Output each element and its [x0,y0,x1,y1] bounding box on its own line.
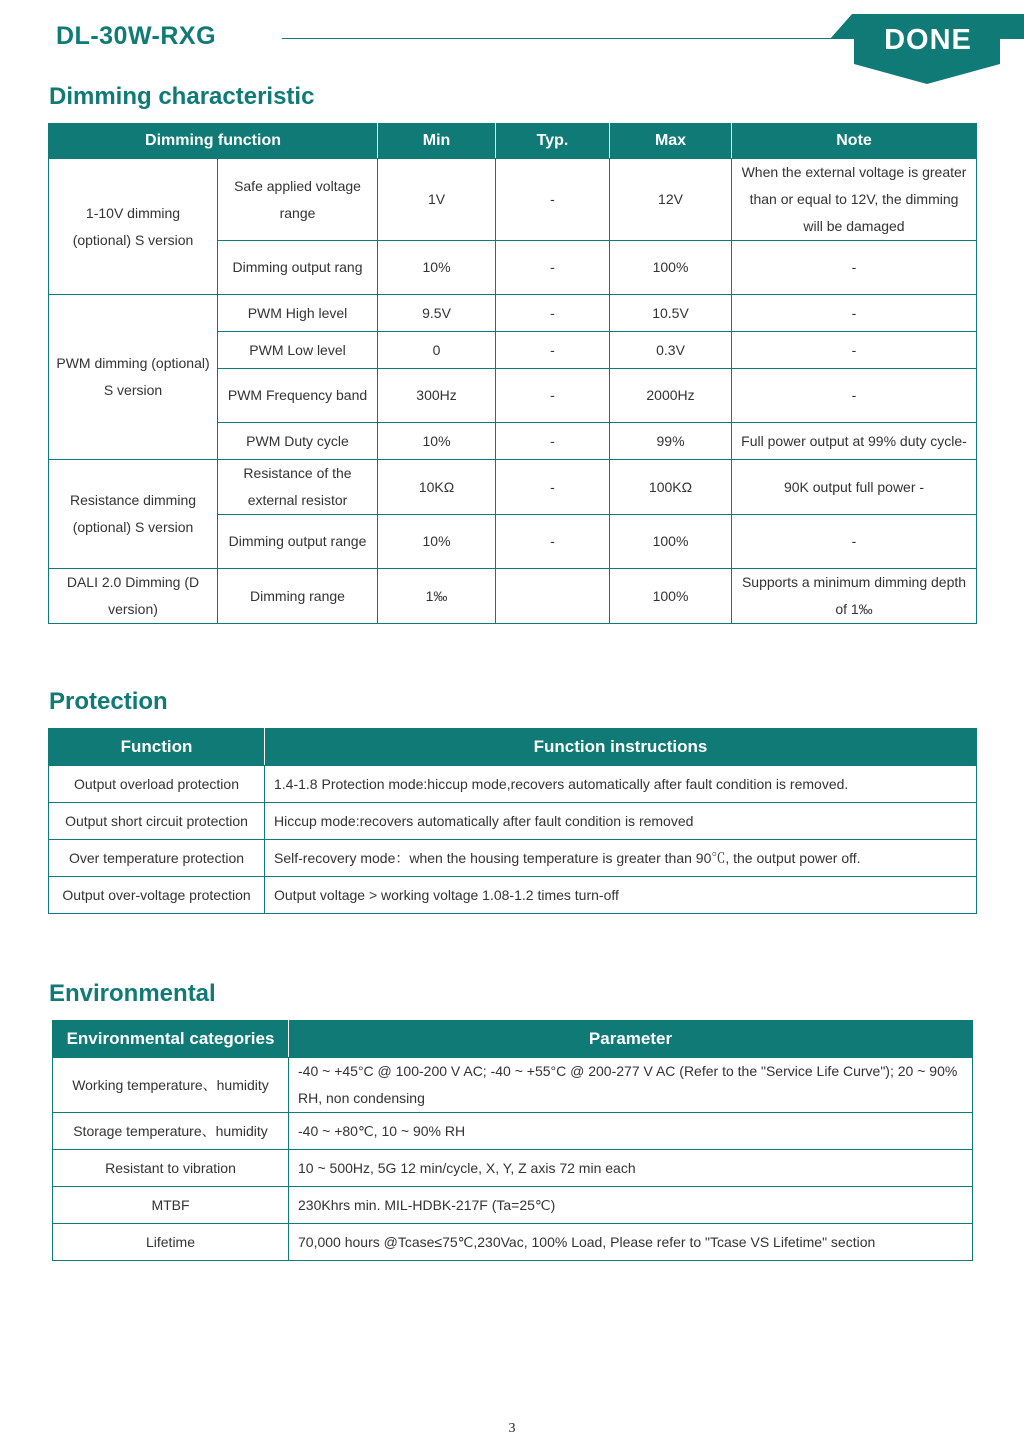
typ-cell: - [496,423,610,460]
protection-header-row [49,729,977,766]
col-header: Dimming function [49,124,378,159]
dimming-header-row [49,124,977,159]
col-header: Function instructions [265,729,977,766]
parameter-cell: -40 ~ +80℃, 10 ~ 90% RH [289,1113,973,1150]
note-cell: - [732,515,977,569]
max-cell: 12V [610,159,732,241]
function-cell: Output short circuit protection [49,803,265,840]
param-cell: Dimming range [218,569,378,624]
col-header: Max [610,124,732,159]
category-cell: Lifetime [53,1224,289,1261]
typ-cell [496,569,610,624]
group-name: DALI 2.0 Dimming (D version) [49,569,218,624]
col-header: Parameter [289,1021,973,1058]
dimming-section-title: Dimming characteristic [49,83,315,110]
environmental-table [52,1020,973,1261]
min-cell: 10% [378,423,496,460]
instruction-cell: Self-recovery mode：when the housing temperature is greater than 90℃, the output power off. [265,840,977,877]
model-title: DL-30W-RXG [56,22,217,50]
table-row [49,569,977,624]
group-name: 1-10V dimming (optional) S version [49,159,218,295]
col-header: Min [378,124,496,159]
typ-cell: - [496,159,610,241]
max-cell: 100KΩ [610,460,732,515]
table-row [53,1224,973,1261]
typ-cell: - [496,515,610,569]
param-cell: Dimming output rang [218,241,378,295]
table-row [49,803,977,840]
table-row [49,877,977,914]
group-name: PWM dimming (optional) S version [49,295,218,460]
function-cell: Output over-voltage protection [49,877,265,914]
dimming-table [48,123,977,624]
param-cell: PWM High level [218,295,378,332]
param-cell: Dimming output range [218,515,378,569]
page-number: 3 [508,1421,516,1436]
min-cell: 1‰ [378,569,496,624]
environmental-section-title: Environmental [49,980,216,1007]
typ-cell: - [496,295,610,332]
max-cell: 2000Hz [610,369,732,423]
note-cell: 90K output full power - [732,460,977,515]
note-cell: - [732,295,977,332]
max-cell: 100% [610,569,732,624]
category-cell: Working temperature、humidity [53,1058,289,1113]
note-cell: - [732,332,977,369]
parameter-cell: 230Khrs min. MIL-HDBK-217F (Ta=25℃) [289,1187,973,1224]
table-row [49,766,977,803]
instruction-cell: 1.4-1.8 Protection mode:hiccup mode,recovers automatically after fault condition is removed. [265,766,977,803]
category-cell: Storage temperature、humidity [53,1113,289,1150]
col-header: Note [732,124,977,159]
note-cell: - [732,241,977,295]
parameter-cell: 10 ~ 500Hz, 5G 12 min/cycle, X, Y, Z axis 72 min each [289,1150,973,1187]
table-row [53,1187,973,1224]
header-rule [282,38,842,39]
category-cell: MTBF [53,1187,289,1224]
min-cell: 1V [378,159,496,241]
function-cell: Output overload protection [49,766,265,803]
table-row [49,840,977,877]
note-cell: When the external voltage is greater than or equal to 12V, the dimming will be damaged [732,159,977,241]
protection-table [48,728,977,914]
function-cell: Over temperature protection [49,840,265,877]
max-cell: 10.5V [610,295,732,332]
max-cell: 100% [610,241,732,295]
instruction-cell: Hiccup mode:recovers automatically after fault condition is removed [265,803,977,840]
max-cell: 100% [610,515,732,569]
param-cell: PWM Frequency band [218,369,378,423]
table-row [53,1113,973,1150]
min-cell: 300Hz [378,369,496,423]
group-name: Resistance dimming (optional) S version [49,460,218,569]
param-cell: Resistance of the external resistor [218,460,378,515]
typ-cell: - [496,332,610,369]
min-cell: 10KΩ [378,460,496,515]
min-cell: 10% [378,241,496,295]
typ-cell: - [496,460,610,515]
brand-logo-text: DONE [884,24,972,56]
min-cell: 0 [378,332,496,369]
max-cell: 99% [610,423,732,460]
note-cell: - [732,369,977,423]
parameter-cell: -40 ~ +45°C @ 100-200 V AC; -40 ~ +55°C @ 200-277 V AC (Refer to the "Service Life Curve"); 20 ~ 90% RH, non condensing [289,1058,973,1113]
category-cell: Resistant to vibration [53,1150,289,1187]
col-header: Function [49,729,265,766]
param-cell: Safe applied voltage range [218,159,378,241]
table-row [53,1150,973,1187]
note-cell: Full power output at 99% duty cycle- [732,423,977,460]
param-cell: PWM Low level [218,332,378,369]
col-header: Environmental categories [53,1021,289,1058]
parameter-cell: 70,000 hours @Tcase≤75℃,230Vac, 100% Load, Please refer to "Tcase VS Lifetime" section [289,1224,973,1261]
min-cell: 9.5V [378,295,496,332]
brand-logo [830,13,1024,85]
typ-cell: - [496,369,610,423]
col-header: Typ. [496,124,610,159]
typ-cell: - [496,241,610,295]
table-row [49,460,977,515]
min-cell: 10% [378,515,496,569]
instruction-cell: Output voltage > working voltage 1.08-1.2 times turn-off [265,877,977,914]
param-cell: PWM Duty cycle [218,423,378,460]
environmental-header-row [53,1021,973,1058]
table-row [49,159,977,241]
note-cell: Supports a minimum dimming depth of 1‰ [732,569,977,624]
max-cell: 0.3V [610,332,732,369]
table-row [53,1058,973,1113]
table-row [49,295,977,332]
protection-section-title: Protection [49,688,168,715]
